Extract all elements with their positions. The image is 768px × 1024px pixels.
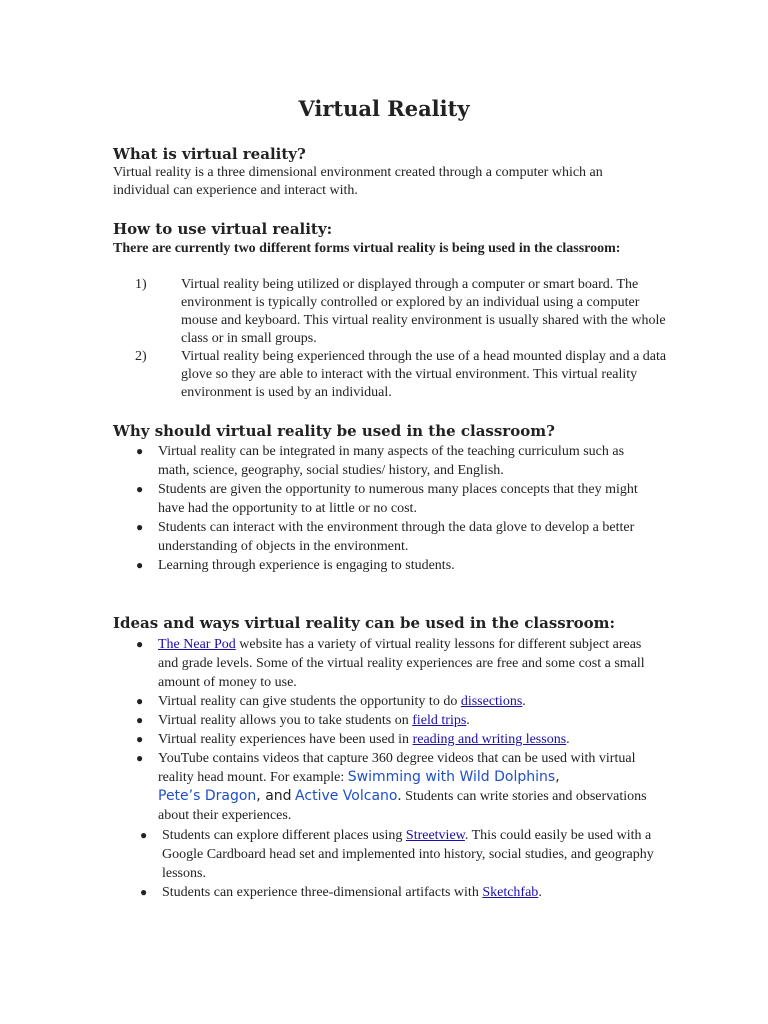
heading-how-to-use: How to use virtual reality: [113,220,333,238]
list-item-text: Virtual reality can give students the opportunity to do [158,694,461,709]
bullet-icon: ● [136,558,144,572]
list-item-text: website has a variety of virtual reality lessons for different subject areas and grade levels. Some of the virtual reality experiences are free and some cost a small amount of money to use. [158,637,645,690]
bullet-icon: ● [136,637,144,651]
petes-dragon-link[interactable]: Pete’s Dragon [158,788,257,804]
list-item [136,711,653,730]
dissections-link[interactable]: dissections [460,694,523,709]
paragraph-how-to-use-intro: There are currently two different forms virtual reality is being used in the classroom: [113,241,621,256]
page-title: Virtual Reality [298,96,470,121]
list-item-text: Learning through experience is engaging to students. [158,558,455,573]
list-item-text: YouTube contains videos that capture 360 degree videos that can be used with virtual reality head mount. For example: [158,751,636,785]
list-item [136,518,653,556]
numbered-list-forms [113,276,673,402]
separator-text: . [397,788,402,804]
list-item [140,883,657,902]
bullet-icon: ● [136,732,144,746]
list-item [136,730,653,749]
bullet-icon: ● [136,713,144,727]
bullet-icon: ● [136,444,144,458]
bullet-icon: ● [140,885,148,899]
list-item [113,348,673,402]
list-item-text: Virtual reality can be integrated in many aspects of the teaching curriculum such as math, science, geography, social studies/ history, and English. [158,444,625,478]
streetview-link[interactable]: Streetview [405,828,465,843]
list-item [136,692,653,711]
list-item-end: . [466,713,470,728]
reading-writing-link[interactable]: reading and writing lessons [412,732,567,747]
list-item [140,826,657,883]
list-item [136,749,653,825]
list-item-text: Students can interact with the environment through the data glove to develop a better understanding of objects in the environment. [158,520,635,554]
list-item-text: Virtual reality experiences have been used in [158,732,413,747]
heading-ideas: Ideas and ways virtual reality can be used in the classroom: [113,614,616,632]
bullet-icon: ● [140,828,148,842]
paragraph-what-is-vr: Virtual reality is a three dimensional environment created through a computer which an individual can experience and interact with. [113,165,603,198]
list-item [136,556,653,575]
list-item-text: Virtual reality being experienced through the use of a head mounted display and a data glove so they are able to interact with the virtual environment. This virtual reality environment is used by an individual. [181,349,667,400]
field-trips-link[interactable]: field trips [412,713,467,728]
list-item-text: Students can experience three-dimensional artifacts with [162,885,483,900]
list-item-end: . [566,732,570,747]
list-item-end: . This could easily be used with a Google Cardboard head set and implemented into history, social studies, and geography lessons. [162,828,654,881]
list-item-text: Virtual reality allows you to take students on [158,713,413,728]
bullet-icon: ● [136,482,144,496]
list-item [136,480,653,518]
list-item [136,635,653,692]
bullet-icon: ● [136,751,144,765]
bullet-list-why [136,442,653,575]
bullet-icon: ● [136,694,144,708]
list-item-text: Students are given the opportunity to numerous many places concepts that they might have had the opportunity to at little or no cost. [158,482,638,516]
list-item-end: . [538,885,542,900]
swimming-dolphins-link[interactable]: Swimming with Wild Dolphins [347,769,556,785]
list-item-end: . [522,694,526,709]
list-item-text: Students can explore different places using [162,828,406,843]
bullet-list-ideas [136,635,653,825]
list-item [113,276,673,348]
separator-text: , [555,769,560,785]
list-item-end: Students can write stories and observations about their experiences. [158,789,647,823]
heading-what-is-vr: What is virtual reality? [113,145,306,163]
bullet-list-ideas-continued [140,826,657,902]
bullet-icon: ● [136,520,144,534]
near-pod-link[interactable]: The Near Pod [158,637,236,652]
list-item-text: Virtual reality being utilized or displayed through a computer or smart board. The environment is typically controlled or explored by an individual using a computer mouse and keyboard. This virtual reality environment is usually shared with the whole class or in small groups. [181,277,666,346]
list-number: 2) [135,349,147,364]
separator-text: , and [256,788,292,804]
list-number: 1) [135,277,147,292]
active-volcano-link[interactable]: Active Volcano [295,788,398,804]
heading-why-use: Why should virtual reality be used in the classroom? [113,422,555,440]
list-item [136,442,653,480]
sketchfab-link[interactable]: Sketchfab [482,885,539,900]
